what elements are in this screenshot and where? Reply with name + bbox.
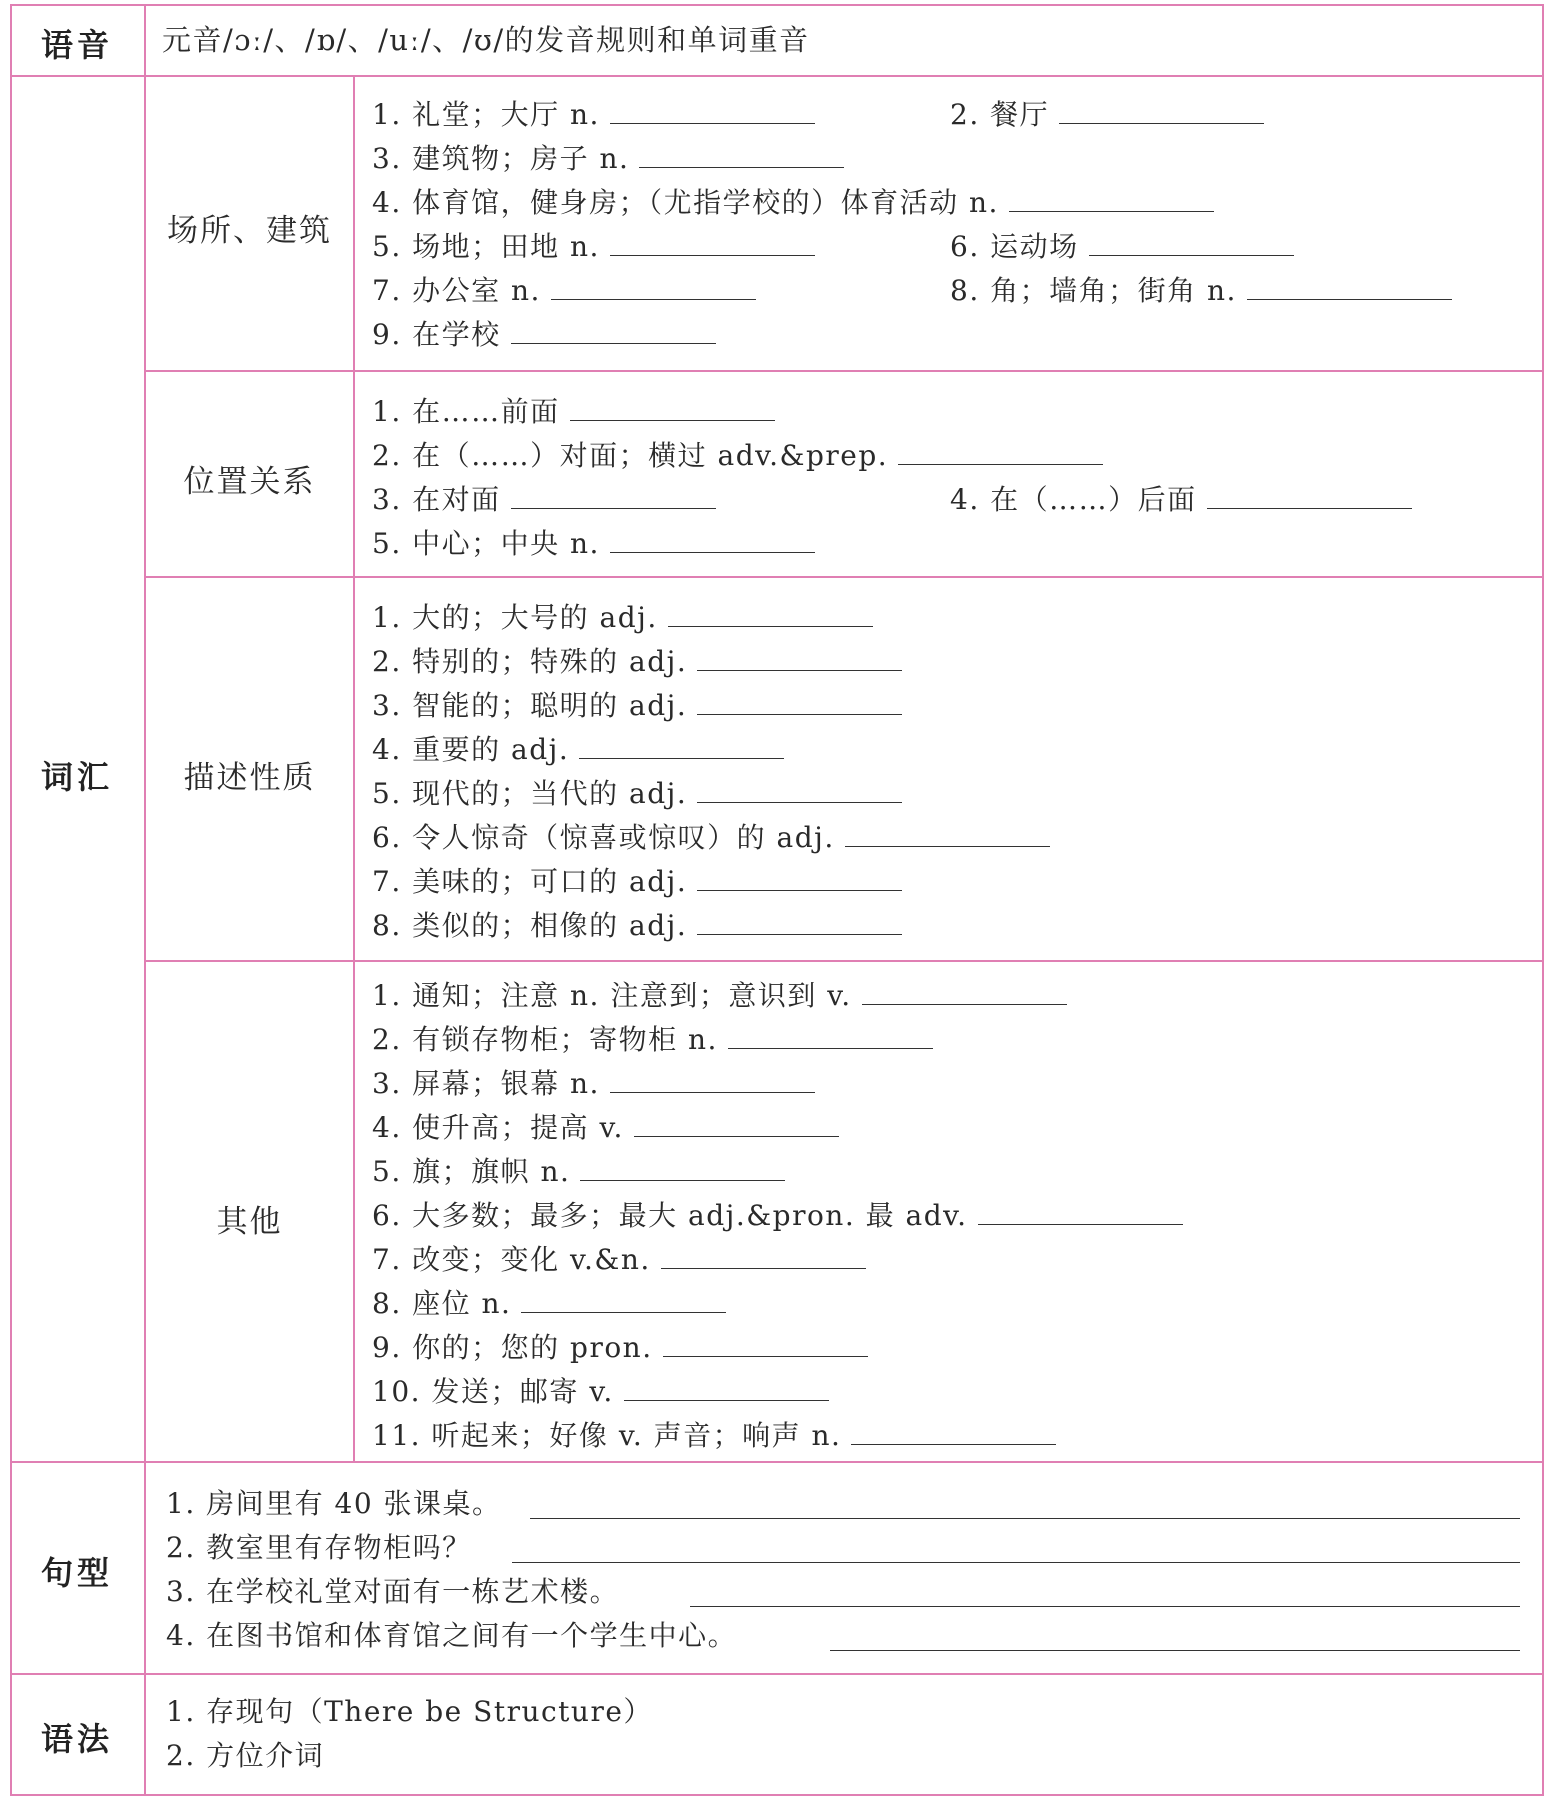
answer-blank[interactable] xyxy=(610,97,815,124)
answer-blank[interactable] xyxy=(512,1536,1520,1563)
list-item: 3. 在对面 xyxy=(372,480,716,520)
answer-blank[interactable] xyxy=(1059,97,1264,124)
answer-blank[interactable] xyxy=(1247,273,1452,300)
answer-blank[interactable] xyxy=(830,1624,1520,1651)
answer-blank[interactable] xyxy=(530,1492,1520,1519)
answer-blank[interactable] xyxy=(697,908,902,935)
list-item: 3. 建筑物；房子 n. xyxy=(372,139,844,179)
list-item: 6. 令人惊奇（惊喜或惊叹）的 adj. xyxy=(372,818,1050,858)
answer-blank[interactable] xyxy=(610,526,815,553)
answer-blank[interactable] xyxy=(862,978,1067,1005)
answer-blank[interactable] xyxy=(845,820,1050,847)
phonetics-label: 语音 xyxy=(40,26,113,64)
list-item: 2. 教室里有存物柜吗？ xyxy=(166,1531,472,1564)
answer-blank[interactable] xyxy=(511,482,716,509)
list-item: 3. 智能的；聪明的 adj. xyxy=(372,686,902,726)
list-item: 1. 在……前面 xyxy=(372,392,775,432)
list-item: 11. 听起来；好像 v. 声音；响声 n. xyxy=(372,1416,1056,1456)
list-item: 5. 旗；旗帜 n. xyxy=(372,1152,785,1192)
answer-blank[interactable] xyxy=(580,1154,785,1181)
list-item: 5. 中心；中央 n. xyxy=(372,524,815,564)
answer-blank[interactable] xyxy=(521,1286,726,1313)
grammar-label: 语法 xyxy=(40,1720,113,1758)
list-item: 3. 屏幕；银幕 n. xyxy=(372,1064,815,1104)
describe-label: 描述性质 xyxy=(183,760,316,796)
vocab-label: 词汇 xyxy=(40,758,113,796)
other-label: 其他 xyxy=(216,1204,283,1240)
answer-blank[interactable] xyxy=(661,1242,866,1269)
answer-blank[interactable] xyxy=(624,1374,829,1401)
answer-blank[interactable] xyxy=(579,732,784,759)
list-item: 10. 发送；邮寄 v. xyxy=(372,1372,829,1412)
list-item: 1. 通知；注意 n. 注意到；意识到 v. xyxy=(372,976,1067,1016)
sentences-label: 句型 xyxy=(40,1554,113,1592)
answer-blank[interactable] xyxy=(697,864,902,891)
list-item: 6. 运动场 xyxy=(950,227,1294,267)
answer-blank[interactable] xyxy=(639,141,844,168)
answer-blank[interactable] xyxy=(570,394,775,421)
answer-blank[interactable] xyxy=(697,644,902,671)
answer-blank[interactable] xyxy=(610,1066,815,1093)
answer-blank[interactable] xyxy=(610,229,815,256)
answer-blank[interactable] xyxy=(898,438,1103,465)
position-label: 位置关系 xyxy=(183,464,316,500)
answer-blank[interactable] xyxy=(1089,229,1294,256)
answer-blank[interactable] xyxy=(634,1110,839,1137)
list-item: 7. 美味的；可口的 adj. xyxy=(372,862,902,902)
list-item: 6. 大多数；最多；最大 adj.&pron. 最 adv. xyxy=(372,1196,1183,1236)
list-item: 9. 你的；您的 pron. xyxy=(372,1328,868,1368)
answer-blank[interactable] xyxy=(728,1022,933,1049)
list-item: 3. 在学校礼堂对面有一栋艺术楼。 xyxy=(166,1575,620,1608)
answer-blank[interactable] xyxy=(1009,185,1214,212)
list-item: 2. 有锁存物柜；寄物柜 n. xyxy=(372,1020,933,1060)
list-item: 7. 办公室 n. xyxy=(372,271,756,311)
list-item: 9. 在学校 xyxy=(372,315,716,355)
phonetics-text: 元音/ɔː/、/ɒ/、/uː/、/ʊ/的发音规则和单词重音 xyxy=(162,23,810,57)
answer-blank[interactable] xyxy=(978,1198,1183,1225)
list-item: 8. 类似的；相像的 adj. xyxy=(372,906,902,946)
list-item: 1. 存现句（There be Structure） xyxy=(166,1695,653,1728)
answer-blank[interactable] xyxy=(511,317,716,344)
list-item: 2. 餐厅 xyxy=(950,95,1264,135)
answer-blank[interactable] xyxy=(690,1580,1520,1607)
list-item: 1. 大的；大号的 adj. xyxy=(372,598,873,638)
list-item: 1. 房间里有 40 张课桌。 xyxy=(166,1487,502,1520)
list-item: 2. 方位介词 xyxy=(166,1739,325,1772)
answer-blank[interactable] xyxy=(551,273,756,300)
list-item: 4. 使升高；提高 v. xyxy=(372,1108,839,1148)
answer-blank[interactable] xyxy=(663,1330,868,1357)
list-item: 2. 在（……）对面；横过 adv.&prep. xyxy=(372,436,1103,476)
list-item: 4. 在（……）后面 xyxy=(950,480,1412,520)
list-item: 2. 特别的；特殊的 adj. xyxy=(372,642,902,682)
answer-blank[interactable] xyxy=(697,688,902,715)
list-item: 1. 礼堂；大厅 n. xyxy=(372,95,815,135)
answer-blank[interactable] xyxy=(697,776,902,803)
list-item: 7. 改变；变化 v.&n. xyxy=(372,1240,866,1280)
list-item: 5. 现代的；当代的 adj. xyxy=(372,774,902,814)
list-item: 4. 重要的 adj. xyxy=(372,730,784,770)
list-item: 4. 在图书馆和体育馆之间有一个学生中心。 xyxy=(166,1619,738,1652)
list-item: 5. 场地；田地 n. xyxy=(372,227,815,267)
places-label: 场所、建筑 xyxy=(167,213,332,249)
list-item: 4. 体育馆，健身房；（尤指学校的）体育活动 n. xyxy=(372,183,1214,223)
list-item: 8. 角；墙角；街角 n. xyxy=(950,271,1452,311)
answer-blank[interactable] xyxy=(851,1418,1056,1445)
answer-blank[interactable] xyxy=(1207,482,1412,509)
list-item: 8. 座位 n. xyxy=(372,1284,726,1324)
answer-blank[interactable] xyxy=(668,600,873,627)
